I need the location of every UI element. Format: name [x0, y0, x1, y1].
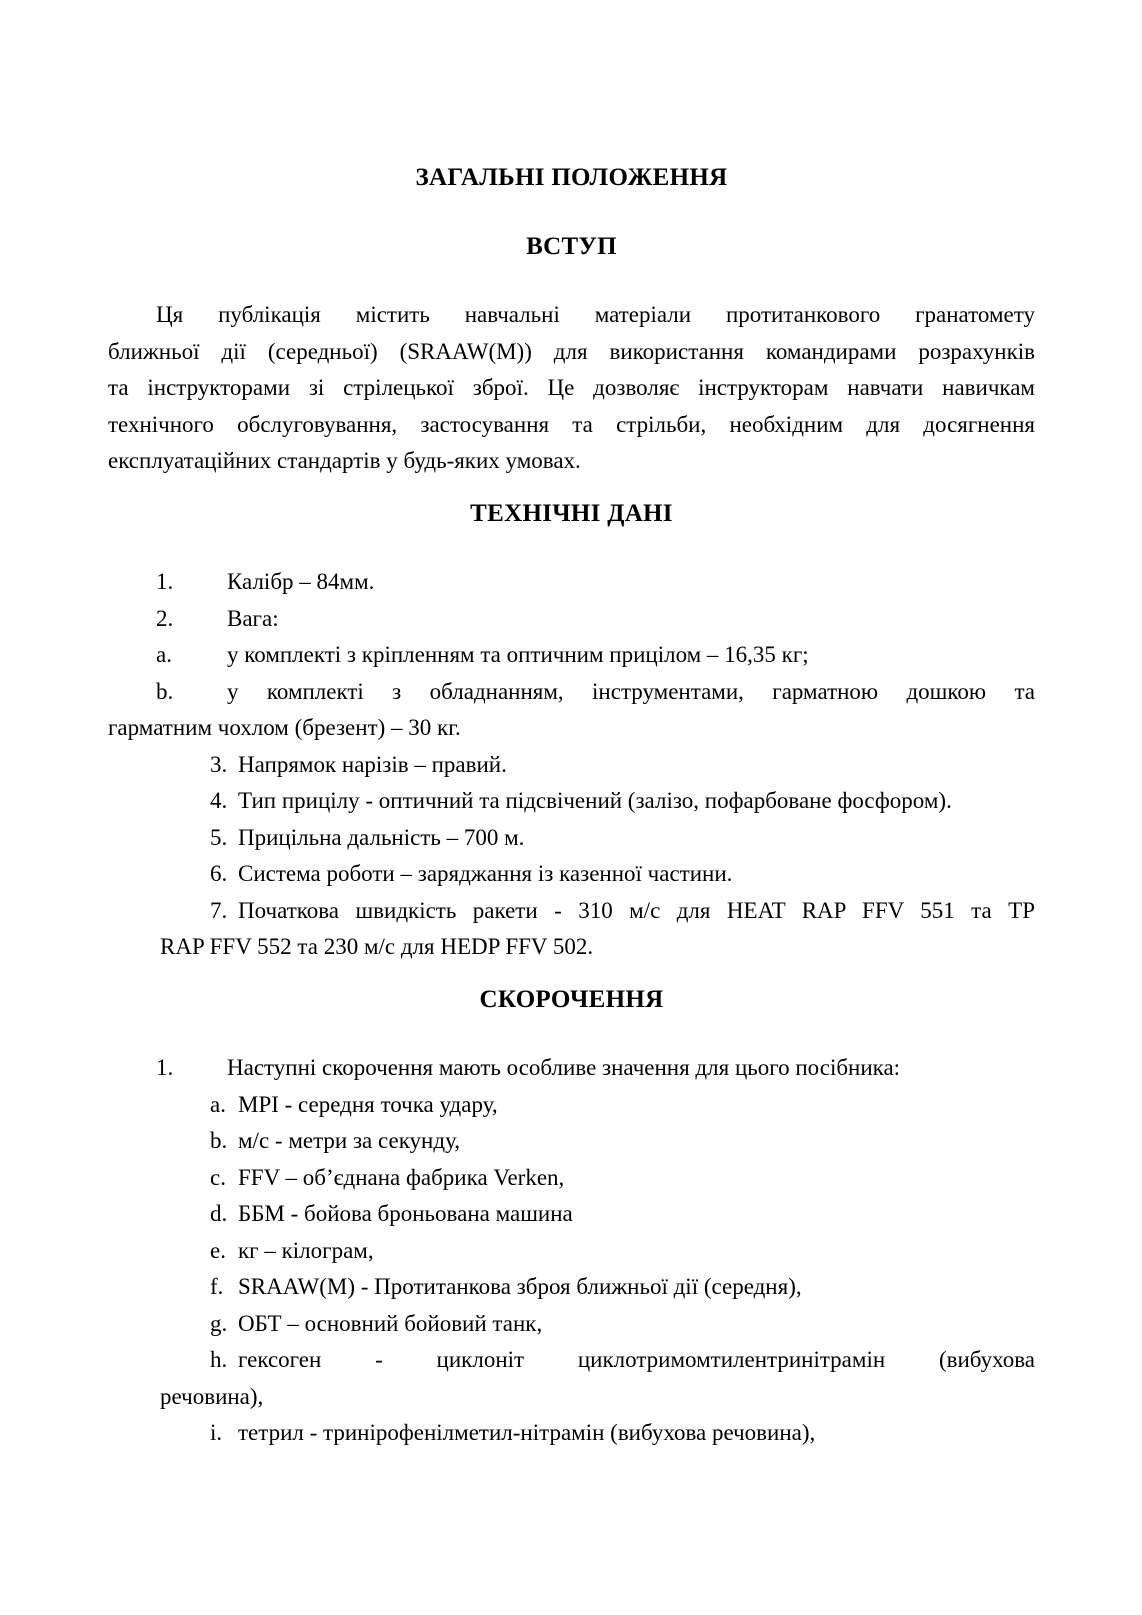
- list-item: f. SRAAW(M) - Протитанкова зброя ближньої дії (середня),: [108, 1269, 1035, 1306]
- list-item: 7. Початкова швидкість ракети - 310 м/с для HEAT RAP FFV 551 та TP: [108, 893, 1035, 930]
- list-item: h. гексоген - циклоніт циклотримомтилентринітрамін (вибухова: [108, 1342, 1035, 1379]
- heading-technical-data: ТЕХНІЧНІ ДАНІ: [470, 499, 673, 527]
- list-item: 6. Система роботи – заряджання із казенної частини.: [108, 856, 1035, 893]
- text-line: RAP FFV 552 та 230 м/с для HEDP FFV 502.: [160, 934, 594, 959]
- text-line: та інструкторами зі стрілецької зброї. Це дозволяє інструкторам навчати навичкам: [108, 375, 1035, 400]
- item-marker: 5.: [210, 824, 228, 850]
- list-item: 5. Прицільна дальність – 700 м.: [108, 820, 1035, 857]
- item-marker: b.: [156, 678, 174, 704]
- item-marker: g.: [210, 1310, 228, 1336]
- list-item: d. ББМ - бойова броньована машина: [108, 1196, 1035, 1233]
- item-marker: 4.: [210, 788, 228, 813]
- item-marker: b.: [210, 1128, 228, 1153]
- text-line: технічного обслуговування, застосування та стрільби, необхідним для досягнення: [108, 411, 1035, 437]
- item-marker: a.: [156, 642, 172, 667]
- item-marker: f.: [210, 1274, 224, 1299]
- item-marker: i.: [210, 1420, 223, 1445]
- text-line: експлуатаційних стандартів у будь-яких умовах.: [108, 448, 581, 473]
- list-item: e. кг – кілограм,: [108, 1233, 1035, 1270]
- list-item: g. ОБТ – основний бойовий танк,: [108, 1306, 1035, 1343]
- item-marker: c.: [210, 1164, 226, 1190]
- item-marker: 1.: [156, 1055, 174, 1080]
- heading-abbreviations: СКОРОЧЕННЯ: [479, 985, 664, 1013]
- heading-introduction: ВСТУП: [526, 232, 617, 260]
- item-marker: 3.: [210, 751, 228, 777]
- abbreviations-list: [108, 1050, 1035, 1452]
- list-item: b. м/с - метри за секунду,: [108, 1123, 1035, 1160]
- item-marker: 6.: [210, 861, 228, 886]
- item-marker: 1.: [156, 569, 174, 594]
- list-item: i. тетрил - тринірофенілметил-нітрамін (вибухова речовина),: [108, 1415, 1035, 1452]
- list-item: 1. Калібр – 84мм.: [108, 564, 1035, 601]
- item-marker: 2.: [156, 605, 174, 631]
- heading-general-provisions: ЗАГАЛЬНІ ПОЛОЖЕННЯ: [415, 164, 728, 191]
- text-line: речовина),: [160, 1383, 264, 1409]
- item-marker: 7.: [210, 897, 228, 923]
- list-item: 1. Наступні скорочення мають особливе значення для цього посібника:: [108, 1050, 1035, 1087]
- text-line: гарматним чохлом (брезент) – 30 кг.: [108, 715, 461, 740]
- list-item: 2. Вага:: [108, 601, 1035, 638]
- item-marker: a.: [210, 1091, 226, 1117]
- list-item: b. у комплекті з обладнанням, інструментами, гарматною дошкою та: [108, 674, 1035, 711]
- list-item: 4. Тип прицілу - оптичний та підсвічений (залізо, пофарбоване фосфором).: [108, 783, 1035, 820]
- text-line: ближньої дії (середньої) (SRAAW(M)) для використання командирами розрахунків: [108, 338, 1035, 364]
- text-line: Ця публікація містить навчальні матеріали протитанкового гранатомету: [156, 302, 1035, 327]
- technical-data-list: [108, 564, 1035, 966]
- item-marker: h.: [210, 1347, 228, 1372]
- list-item: c. FFV – об’єднана фабрика Verken,: [108, 1160, 1035, 1197]
- list-item: a. у комплекті з кріпленням та оптичним прицілом – 16,35 кг;: [108, 637, 1035, 674]
- item-marker: d.: [210, 1201, 228, 1226]
- list-item: a. MPI - середня точка удару,: [108, 1087, 1035, 1124]
- list-item: 3. Напрямок нарізів – правий.: [108, 747, 1035, 784]
- item-marker: e.: [210, 1237, 226, 1263]
- intro-paragraph: [108, 297, 1035, 480]
